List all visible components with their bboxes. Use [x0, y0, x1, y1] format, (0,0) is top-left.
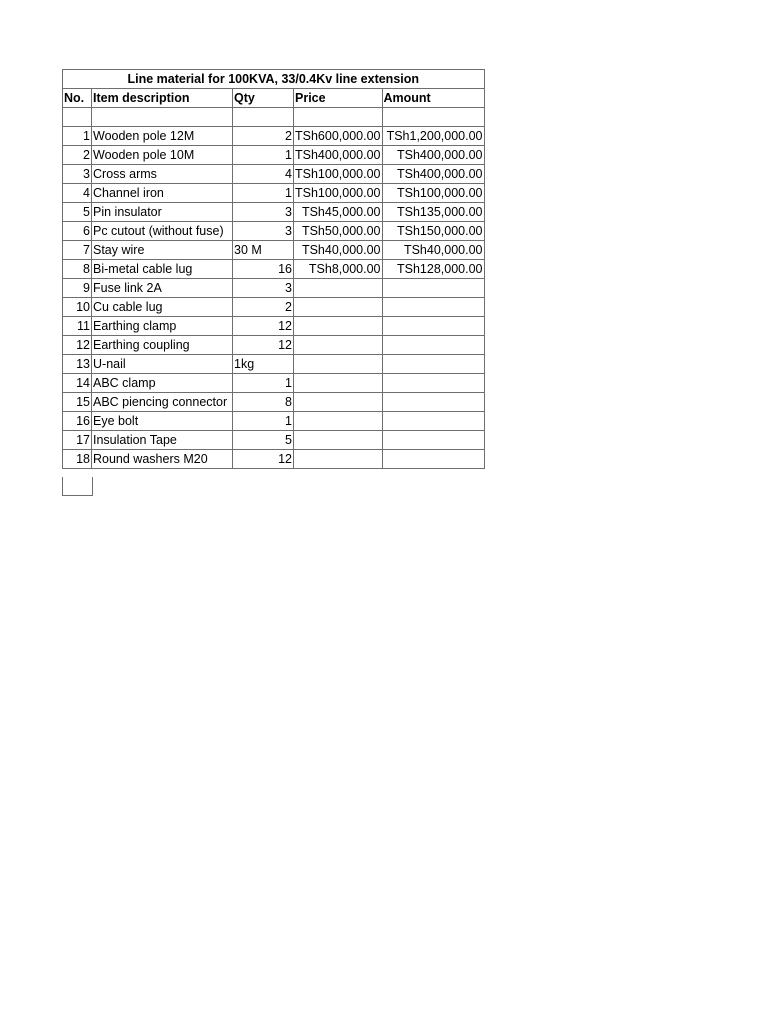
amount-cell — [382, 374, 484, 393]
table-row — [63, 222, 485, 241]
table-row — [63, 431, 485, 450]
table-row — [63, 165, 485, 184]
unit-price-cell — [294, 336, 383, 355]
quantity-cell: 2 — [233, 298, 294, 317]
column-header-item: Item description — [92, 89, 233, 108]
item-description-cell: Cu cable lug — [92, 298, 233, 317]
blank-cell — [233, 108, 294, 127]
table-row — [63, 279, 485, 298]
quantity-cell: 8 — [233, 393, 294, 412]
quantity-cell: 16 — [233, 260, 294, 279]
item-description-cell: Cross arms — [92, 165, 233, 184]
unit-price-cell: TSh100,000.00 — [294, 165, 383, 184]
row-number-cell: 1 — [63, 127, 92, 146]
amount-cell — [382, 393, 484, 412]
item-description-cell: Round washers M20 — [92, 450, 233, 469]
table-title: Line material for 100KVA, 33/0.4Kv line extension — [63, 70, 485, 89]
amount-cell — [382, 355, 484, 374]
column-header-price: Price — [294, 89, 383, 108]
row-number-cell: 3 — [63, 165, 92, 184]
row-number-cell: 6 — [63, 222, 92, 241]
item-description-cell: Earthing clamp — [92, 317, 233, 336]
unit-price-cell — [294, 317, 383, 336]
quantity-cell: 3 — [233, 203, 294, 222]
item-description-cell: Pc cutout (without fuse) — [92, 222, 233, 241]
quantity-cell: 1 — [233, 374, 294, 393]
table-row — [63, 317, 485, 336]
amount-cell — [382, 412, 484, 431]
column-header-amount: Amount — [382, 89, 484, 108]
unit-price-cell: TSh400,000.00 — [294, 146, 383, 165]
table-row — [63, 146, 485, 165]
quantity-cell: 1 — [233, 184, 294, 203]
unit-price-cell: TSh100,000.00 — [294, 184, 383, 203]
row-number-cell: 18 — [63, 450, 92, 469]
amount-cell: TSh100,000.00 — [382, 184, 484, 203]
quantity-cell: 4 — [233, 165, 294, 184]
table-row — [63, 336, 485, 355]
table-body — [63, 70, 485, 469]
quantity-cell: 30 M — [233, 241, 294, 260]
amount-cell: TSh150,000.00 — [382, 222, 484, 241]
table-row — [63, 298, 485, 317]
quantity-cell: 2 — [233, 127, 294, 146]
quantity-cell: 12 — [233, 450, 294, 469]
blank-cell — [294, 108, 383, 127]
row-number-cell: 14 — [63, 374, 92, 393]
table-row — [63, 241, 485, 260]
item-description-cell: Fuse link 2A — [92, 279, 233, 298]
row-number-cell: 7 — [63, 241, 92, 260]
row-number-cell: 11 — [63, 317, 92, 336]
material-table — [62, 69, 485, 469]
item-description-cell: Earthing coupling — [92, 336, 233, 355]
item-description-cell: Pin insulator — [92, 203, 233, 222]
table-row — [63, 374, 485, 393]
quantity-cell: 3 — [233, 222, 294, 241]
unit-price-cell — [294, 412, 383, 431]
blank-row — [63, 108, 485, 127]
amount-cell: TSh1,200,000.00 — [382, 127, 484, 146]
amount-cell: TSh400,000.00 — [382, 165, 484, 184]
amount-cell — [382, 431, 484, 450]
blank-cell — [63, 108, 92, 127]
row-number-cell: 2 — [63, 146, 92, 165]
row-number-cell: 16 — [63, 412, 92, 431]
quantity-cell: 1 — [233, 146, 294, 165]
amount-cell — [382, 279, 484, 298]
item-description-cell: Insulation Tape — [92, 431, 233, 450]
item-description-cell: Wooden pole 10M — [92, 146, 233, 165]
trailing-empty-cell — [62, 477, 93, 496]
unit-price-cell — [294, 374, 383, 393]
row-number-cell: 9 — [63, 279, 92, 298]
amount-cell: TSh128,000.00 — [382, 260, 484, 279]
row-number-cell: 13 — [63, 355, 92, 374]
row-number-cell: 17 — [63, 431, 92, 450]
unit-price-cell — [294, 355, 383, 374]
item-description-cell: Channel iron — [92, 184, 233, 203]
item-description-cell: U-nail — [92, 355, 233, 374]
unit-price-cell — [294, 279, 383, 298]
table-row — [63, 260, 485, 279]
blank-cell — [92, 108, 233, 127]
item-description-cell: Wooden pole 12M — [92, 127, 233, 146]
row-number-cell: 15 — [63, 393, 92, 412]
item-description-cell: Bi-metal cable lug — [92, 260, 233, 279]
quantity-cell: 12 — [233, 317, 294, 336]
unit-price-cell: TSh50,000.00 — [294, 222, 383, 241]
unit-price-cell: TSh8,000.00 — [294, 260, 383, 279]
unit-price-cell — [294, 393, 383, 412]
row-number-cell: 12 — [63, 336, 92, 355]
amount-cell: TSh135,000.00 — [382, 203, 484, 222]
table-row — [63, 127, 485, 146]
quantity-cell: 3 — [233, 279, 294, 298]
quantity-cell: 12 — [233, 336, 294, 355]
item-description-cell: ABC piencing connector — [92, 393, 233, 412]
unit-price-cell — [294, 431, 383, 450]
table-row — [63, 355, 485, 374]
row-number-cell: 5 — [63, 203, 92, 222]
unit-price-cell: TSh600,000.00 — [294, 127, 383, 146]
table-row — [63, 203, 485, 222]
quantity-cell: 1kg — [233, 355, 294, 374]
amount-cell — [382, 336, 484, 355]
unit-price-cell — [294, 298, 383, 317]
amount-cell — [382, 298, 484, 317]
table-row — [63, 412, 485, 431]
column-header-qty: Qty — [233, 89, 294, 108]
item-description-cell: Stay wire — [92, 241, 233, 260]
amount-cell: TSh400,000.00 — [382, 146, 484, 165]
table-row — [63, 393, 485, 412]
title-row — [63, 70, 485, 89]
quantity-cell: 1 — [233, 412, 294, 431]
row-number-cell: 4 — [63, 184, 92, 203]
header-row — [63, 89, 485, 108]
amount-cell — [382, 450, 484, 469]
amount-cell — [382, 317, 484, 336]
blank-cell — [382, 108, 484, 127]
table-row — [63, 184, 485, 203]
unit-price-cell — [294, 450, 383, 469]
row-number-cell: 8 — [63, 260, 92, 279]
item-description-cell: Eye bolt — [92, 412, 233, 431]
row-number-cell: 10 — [63, 298, 92, 317]
column-header-no: No. — [63, 89, 92, 108]
unit-price-cell: TSh45,000.00 — [294, 203, 383, 222]
item-description-cell: ABC clamp — [92, 374, 233, 393]
unit-price-cell: TSh40,000.00 — [294, 241, 383, 260]
amount-cell: TSh40,000.00 — [382, 241, 484, 260]
table-row — [63, 450, 485, 469]
quantity-cell: 5 — [233, 431, 294, 450]
